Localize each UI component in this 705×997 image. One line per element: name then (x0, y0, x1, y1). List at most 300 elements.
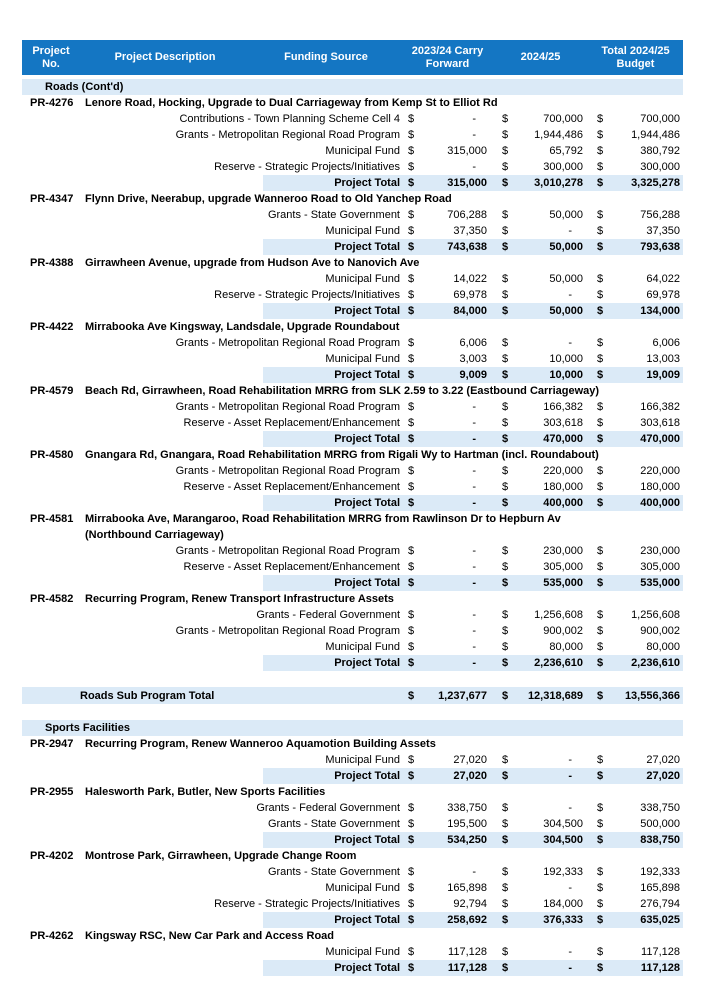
project-number: PR-4579 (30, 385, 74, 397)
funding-row (22, 623, 683, 639)
section-band (22, 720, 683, 736)
dollar-sign: $ (408, 754, 415, 766)
total-budget-cell (588, 639, 683, 655)
carry-forward-value: 69,978 (453, 289, 487, 301)
carry-forward-cell (402, 159, 493, 175)
carry-forward-cell (402, 287, 493, 303)
carry-forward-value: 534,250 (447, 834, 487, 846)
dollar-sign: $ (408, 946, 415, 958)
fy-2024-25-value: 10,000 (549, 369, 583, 381)
project-row (22, 447, 683, 463)
carry-forward-value: 743,638 (447, 241, 487, 253)
project-total-row (22, 175, 683, 191)
project-title: Kingsway RSC, New Car Park and Access Road (85, 930, 335, 942)
dollar-sign: $ (408, 914, 415, 926)
total-budget-value: 500,000 (640, 818, 680, 830)
dollar-sign: $ (408, 465, 415, 477)
section-band (22, 79, 683, 95)
funding-row (22, 800, 683, 816)
project-total-row (22, 912, 683, 928)
fy-2024-25-cell (493, 415, 588, 431)
project-title: Halesworth Park, Butler, New Sports Facilities (85, 786, 326, 798)
dollar-sign: $ (408, 770, 415, 782)
funding-row (22, 127, 683, 143)
total-budget-value: 3,325,278 (631, 177, 680, 189)
dollar-sign: $ (502, 417, 509, 429)
total-budget-value: 6,006 (652, 337, 680, 349)
dollar-sign: $ (502, 305, 509, 317)
carry-forward-value: 37,350 (453, 225, 487, 237)
funding-source-label: Reserve - Asset Replacement/Enhancement (183, 561, 400, 573)
carry-forward-cell (402, 864, 493, 880)
total-budget-value: 117,128 (640, 962, 680, 974)
dollar-sign: $ (408, 401, 415, 413)
dollar-sign: $ (408, 145, 415, 157)
dollar-sign: $ (502, 561, 509, 573)
dollar-sign: $ (597, 689, 604, 702)
total-budget-value: 535,000 (640, 577, 680, 589)
carry-forward-cell (402, 399, 493, 415)
carry-forward-value: - (472, 545, 476, 557)
dollar-sign: $ (502, 353, 509, 365)
carry-forward-cell (402, 816, 493, 832)
total-budget-cell (588, 463, 683, 479)
dollar-sign: $ (502, 497, 509, 509)
fy-2024-25-value: 50,000 (549, 209, 583, 221)
total-budget-cell (588, 159, 683, 175)
fy-2024-25-cell (493, 575, 588, 591)
project-total-row (22, 768, 683, 784)
dollar-sign: $ (597, 177, 604, 189)
dollar-sign: $ (408, 577, 415, 589)
dollar-sign: $ (408, 241, 415, 253)
carry-forward-cell (402, 607, 493, 623)
section-label: Sports Facilities (45, 722, 130, 734)
funding-source-label: Grants - Metropolitan Regional Road Program (175, 337, 400, 349)
fy-2024-25-value: - (568, 754, 572, 766)
dollar-sign: $ (408, 481, 415, 493)
total-budget-cell (588, 111, 683, 127)
dollar-sign: $ (502, 209, 509, 221)
fy-2024-25-value: - (568, 337, 572, 349)
fy-2024-25-value: 10,000 (549, 353, 583, 365)
total-budget-cell (588, 575, 683, 591)
total-budget-value: 69,978 (646, 289, 680, 301)
project-row (22, 736, 683, 752)
section-label: Roads (Cont'd) (45, 81, 124, 93)
project-title: Recurring Program, Renew Wanneroo Aquamotion Building Assets (85, 738, 436, 750)
total-budget-cell (588, 880, 683, 896)
project-title: Beach Rd, Girrawheen, Road Rehabilitation MRRG from SLK 2.59 to 3.22 (Eastbound Carriageway) (85, 385, 600, 397)
fy-2024-25-value: 50,000 (549, 305, 583, 317)
project-title: Girrawheen Avenue, upgrade from Hudson Ave to Nanovich Ave (85, 257, 420, 269)
header-total-budget: Total 2024/25 Budget (601, 44, 670, 70)
dollar-sign: $ (408, 834, 415, 846)
carry-forward-cell (402, 655, 493, 671)
dollar-sign: $ (502, 113, 509, 125)
fy-2024-25-value: 12,318,689 (527, 689, 583, 702)
funding-source-label: Reserve - Asset Replacement/Enhancement (183, 481, 400, 493)
total-budget-value: 165,898 (640, 882, 680, 894)
carry-forward-value: - (472, 433, 476, 445)
carry-forward-value: 706,288 (447, 209, 487, 221)
carry-forward-value: - (472, 577, 476, 589)
total-budget-value: 192,333 (640, 866, 680, 878)
fy-2024-25-value: - (568, 946, 572, 958)
carry-forward-cell (402, 271, 493, 287)
fy-2024-25-cell (493, 367, 588, 383)
project-total-label: Project Total (334, 657, 400, 669)
project-total-row (22, 431, 683, 447)
total-budget-cell (588, 367, 683, 383)
dollar-sign: $ (408, 561, 415, 573)
fy-2024-25-cell (493, 495, 588, 511)
total-budget-value: 117,128 (641, 946, 680, 958)
dollar-sign: $ (408, 417, 415, 429)
fy-2024-25-cell (493, 143, 588, 159)
funding-source-label: Municipal Fund (325, 641, 400, 653)
fy-2024-25-cell (493, 479, 588, 495)
dollar-sign: $ (408, 289, 415, 301)
fy-2024-25-value: 50,000 (549, 273, 583, 285)
funding-source-label: Municipal Fund (325, 946, 400, 958)
fy-2024-25-cell (493, 271, 588, 287)
total-budget-cell (588, 896, 683, 912)
total-budget-value: 166,382 (640, 401, 680, 413)
carry-forward-value: - (472, 561, 476, 573)
project-row (22, 511, 683, 527)
total-budget-cell (588, 944, 683, 960)
project-number: PR-4262 (30, 930, 74, 942)
project-total-highlight (263, 431, 683, 447)
dollar-sign: $ (502, 962, 509, 974)
carry-forward-value: - (472, 866, 476, 878)
carry-forward-value: - (472, 113, 476, 125)
total-budget-cell (588, 399, 683, 415)
project-total-label: Project Total (334, 497, 400, 509)
dollar-sign: $ (597, 561, 604, 573)
project-row (22, 848, 683, 864)
funding-row (22, 479, 683, 495)
carry-forward-cell (402, 463, 493, 479)
project-total-highlight (263, 912, 683, 928)
dollar-sign: $ (597, 962, 604, 974)
fy-2024-25-value: 184,000 (543, 898, 583, 910)
carry-forward-value: - (472, 657, 476, 669)
dollar-sign: $ (408, 689, 415, 702)
header-fy-2024-25: 2024/25 (520, 51, 561, 63)
carry-forward-value: - (472, 161, 476, 173)
dollar-sign: $ (502, 689, 509, 702)
project-row (22, 255, 683, 271)
project-total-highlight (263, 495, 683, 511)
dollar-sign: $ (502, 866, 509, 878)
dollar-sign: $ (597, 609, 604, 621)
funding-row (22, 752, 683, 768)
funding-source-label: Municipal Fund (325, 145, 400, 157)
carry-forward-cell (402, 559, 493, 575)
fy-2024-25-value: 230,000 (543, 545, 583, 557)
dollar-sign: $ (408, 962, 415, 974)
fy-2024-25-value: - (568, 882, 572, 894)
fy-2024-25-value: 50,000 (549, 241, 583, 253)
project-row (22, 383, 683, 399)
total-budget-cell (588, 127, 683, 143)
total-budget-value: 635,025 (640, 914, 680, 926)
funding-row (22, 639, 683, 655)
total-budget-value: 37,350 (646, 225, 680, 237)
dollar-sign: $ (408, 898, 415, 910)
fy-2024-25-value: 220,000 (543, 465, 583, 477)
funding-source-label: Reserve - Strategic Projects/Initiatives (214, 289, 400, 301)
project-total-row (22, 655, 683, 671)
total-budget-cell (588, 351, 683, 367)
fy-2024-25-cell (493, 816, 588, 832)
total-budget-cell (588, 415, 683, 431)
dollar-sign: $ (408, 433, 415, 445)
funding-source-label: Grants - State Government (267, 818, 400, 830)
project-number: PR-4347 (30, 193, 74, 205)
funding-row (22, 415, 683, 431)
total-budget-value: 13,003 (646, 353, 680, 365)
fy-2024-25-cell (493, 239, 588, 255)
total-budget-cell (588, 752, 683, 768)
total-budget-value: 1,944,486 (631, 129, 680, 141)
dollar-sign: $ (502, 882, 509, 894)
dollar-sign: $ (597, 545, 604, 557)
project-total-label: Project Total (334, 305, 400, 317)
carry-forward-value: 9,009 (459, 369, 487, 381)
fy-2024-25-cell (493, 912, 588, 928)
fy-2024-25-cell (493, 303, 588, 319)
funding-source-label: Municipal Fund (325, 882, 400, 894)
dollar-sign: $ (597, 818, 604, 830)
funding-row (22, 159, 683, 175)
carry-forward-cell (402, 944, 493, 960)
funding-source-label: Reserve - Asset Replacement/Enhancement (183, 417, 400, 429)
fy-2024-25-cell (493, 559, 588, 575)
project-number: PR-4580 (30, 449, 74, 461)
carry-forward-value: - (472, 481, 476, 493)
total-budget-cell (588, 912, 683, 928)
total-budget-value: 380,792 (640, 145, 680, 157)
carry-forward-value: 195,500 (447, 818, 487, 830)
carry-forward-value: 1,237,677 (438, 689, 487, 702)
fy-2024-25-value: 303,618 (543, 417, 583, 429)
carry-forward-value: 258,692 (447, 914, 487, 926)
total-budget-value: 80,000 (646, 641, 680, 653)
dollar-sign: $ (502, 818, 509, 830)
dollar-sign: $ (597, 433, 604, 445)
fy-2024-25-value: 900,002 (543, 625, 583, 637)
project-total-row (22, 303, 683, 319)
funding-source-label: Grants - Federal Government (256, 802, 400, 814)
project-total-row (22, 960, 683, 976)
total-budget-value: 276,794 (640, 898, 680, 910)
fy-2024-25-cell (493, 800, 588, 816)
carry-forward-value: - (472, 625, 476, 637)
dollar-sign: $ (502, 177, 509, 189)
dollar-sign: $ (502, 337, 509, 349)
total-budget-value: 2,236,610 (631, 657, 680, 669)
total-budget-value: 27,020 (646, 770, 680, 782)
total-budget-cell (588, 800, 683, 816)
total-budget-value: 305,000 (640, 561, 680, 573)
fy-2024-25-value: - (568, 802, 572, 814)
dollar-sign: $ (597, 657, 604, 669)
funding-row (22, 399, 683, 415)
project-total-row (22, 832, 683, 848)
dollar-sign: $ (502, 545, 509, 557)
total-budget-value: 470,000 (640, 433, 680, 445)
dollar-sign: $ (597, 497, 604, 509)
dollar-sign: $ (597, 145, 604, 157)
dollar-sign: $ (408, 497, 415, 509)
funding-row (22, 143, 683, 159)
total-budget-cell (588, 832, 683, 848)
total-budget-cell (588, 768, 683, 784)
carry-forward-cell (402, 127, 493, 143)
carry-forward-value: - (472, 641, 476, 653)
carry-forward-value: 3,003 (459, 353, 487, 365)
project-number: PR-4581 (30, 513, 74, 525)
total-budget-cell (588, 479, 683, 495)
project-total-label: Project Total (334, 770, 400, 782)
dollar-sign: $ (502, 770, 509, 782)
fy-2024-25-cell (493, 768, 588, 784)
carry-forward-cell (402, 239, 493, 255)
dollar-sign: $ (597, 401, 604, 413)
carry-forward-cell (402, 688, 493, 704)
dollar-sign: $ (502, 946, 509, 958)
fy-2024-25-cell (493, 111, 588, 127)
dollar-sign: $ (502, 609, 509, 621)
budget-table (22, 40, 683, 976)
project-total-label: Project Total (334, 241, 400, 253)
total-budget-value: 230,000 (640, 545, 680, 557)
project-number: PR-4388 (30, 257, 74, 269)
fy-2024-25-cell (493, 688, 588, 704)
table-header (22, 40, 683, 75)
carry-forward-cell (402, 623, 493, 639)
dollar-sign: $ (597, 241, 604, 253)
dollar-sign: $ (408, 609, 415, 621)
dollar-sign: $ (408, 641, 415, 653)
project-number: PR-4422 (30, 321, 74, 333)
dollar-sign: $ (408, 209, 415, 221)
carry-forward-value: 27,020 (453, 754, 487, 766)
funding-source-label: Municipal Fund (325, 225, 400, 237)
dollar-sign: $ (502, 145, 509, 157)
project-total-highlight (263, 303, 683, 319)
funding-source-label: Grants - Federal Government (256, 609, 400, 621)
dollar-sign: $ (597, 577, 604, 589)
fy-2024-25-value: 300,000 (543, 161, 583, 173)
dollar-sign: $ (502, 273, 509, 285)
carry-forward-value: 117,128 (447, 962, 487, 974)
funding-source-label: Grants - State Government (267, 866, 400, 878)
total-budget-value: 300,000 (640, 161, 680, 173)
fy-2024-25-value: 700,000 (543, 113, 583, 125)
dollar-sign: $ (597, 641, 604, 653)
carry-forward-value: 14,022 (453, 273, 487, 285)
carry-forward-value: 165,898 (447, 882, 487, 894)
carry-forward-cell (402, 143, 493, 159)
dollar-sign: $ (597, 770, 604, 782)
funding-row (22, 864, 683, 880)
dollar-sign: $ (502, 225, 509, 237)
dollar-sign: $ (597, 946, 604, 958)
funding-row (22, 111, 683, 127)
dollar-sign: $ (408, 353, 415, 365)
carry-forward-value: - (472, 465, 476, 477)
carry-forward-value: 84,000 (453, 305, 487, 317)
total-budget-value: 180,000 (640, 481, 680, 493)
dollar-sign: $ (502, 577, 509, 589)
dollar-sign: $ (408, 545, 415, 557)
project-total-label: Project Total (334, 433, 400, 445)
dollar-sign: $ (502, 129, 509, 141)
fy-2024-25-cell (493, 752, 588, 768)
total-budget-cell (588, 960, 683, 976)
dollar-sign: $ (502, 754, 509, 766)
dollar-sign: $ (597, 353, 604, 365)
dollar-sign: $ (597, 225, 604, 237)
total-budget-cell (588, 303, 683, 319)
fy-2024-25-value: 2,236,610 (534, 657, 583, 669)
total-budget-cell (588, 543, 683, 559)
fy-2024-25-value: 166,382 (543, 401, 583, 413)
carry-forward-cell (402, 415, 493, 431)
carry-forward-cell (402, 351, 493, 367)
total-budget-cell (588, 207, 683, 223)
dollar-sign: $ (408, 129, 415, 141)
carry-forward-cell (402, 431, 493, 447)
carry-forward-cell (402, 303, 493, 319)
fy-2024-25-value: 192,333 (543, 866, 583, 878)
total-budget-value: 700,000 (640, 113, 680, 125)
carry-forward-cell (402, 800, 493, 816)
project-row (22, 319, 683, 335)
carry-forward-value: - (472, 401, 476, 413)
total-budget-value: 27,020 (646, 754, 680, 766)
project-total-label: Project Total (334, 369, 400, 381)
project-total-row (22, 495, 683, 511)
carry-forward-cell (402, 335, 493, 351)
fy-2024-25-value: - (568, 962, 572, 974)
funding-source-label: Reserve - Strategic Projects/Initiatives (214, 161, 400, 173)
dollar-sign: $ (502, 369, 509, 381)
total-budget-cell (588, 143, 683, 159)
carry-forward-value: 117,128 (448, 946, 487, 958)
project-title-continued-row (22, 527, 683, 543)
project-row (22, 191, 683, 207)
fy-2024-25-value: 535,000 (543, 577, 583, 589)
fy-2024-25-cell (493, 832, 588, 848)
dollar-sign: $ (597, 209, 604, 221)
funding-source-label: Reserve - Strategic Projects/Initiatives (214, 898, 400, 910)
project-title: Mirrabooka Ave Kingsway, Landsdale, Upgrade Roundabout (85, 321, 400, 333)
dollar-sign: $ (597, 289, 604, 301)
carry-forward-value: - (472, 417, 476, 429)
dollar-sign: $ (502, 657, 509, 669)
funding-row (22, 896, 683, 912)
dollar-sign: $ (502, 481, 509, 493)
funding-row (22, 223, 683, 239)
dollar-sign: $ (408, 161, 415, 173)
fy-2024-25-cell (493, 623, 588, 639)
fy-2024-25-cell (493, 223, 588, 239)
